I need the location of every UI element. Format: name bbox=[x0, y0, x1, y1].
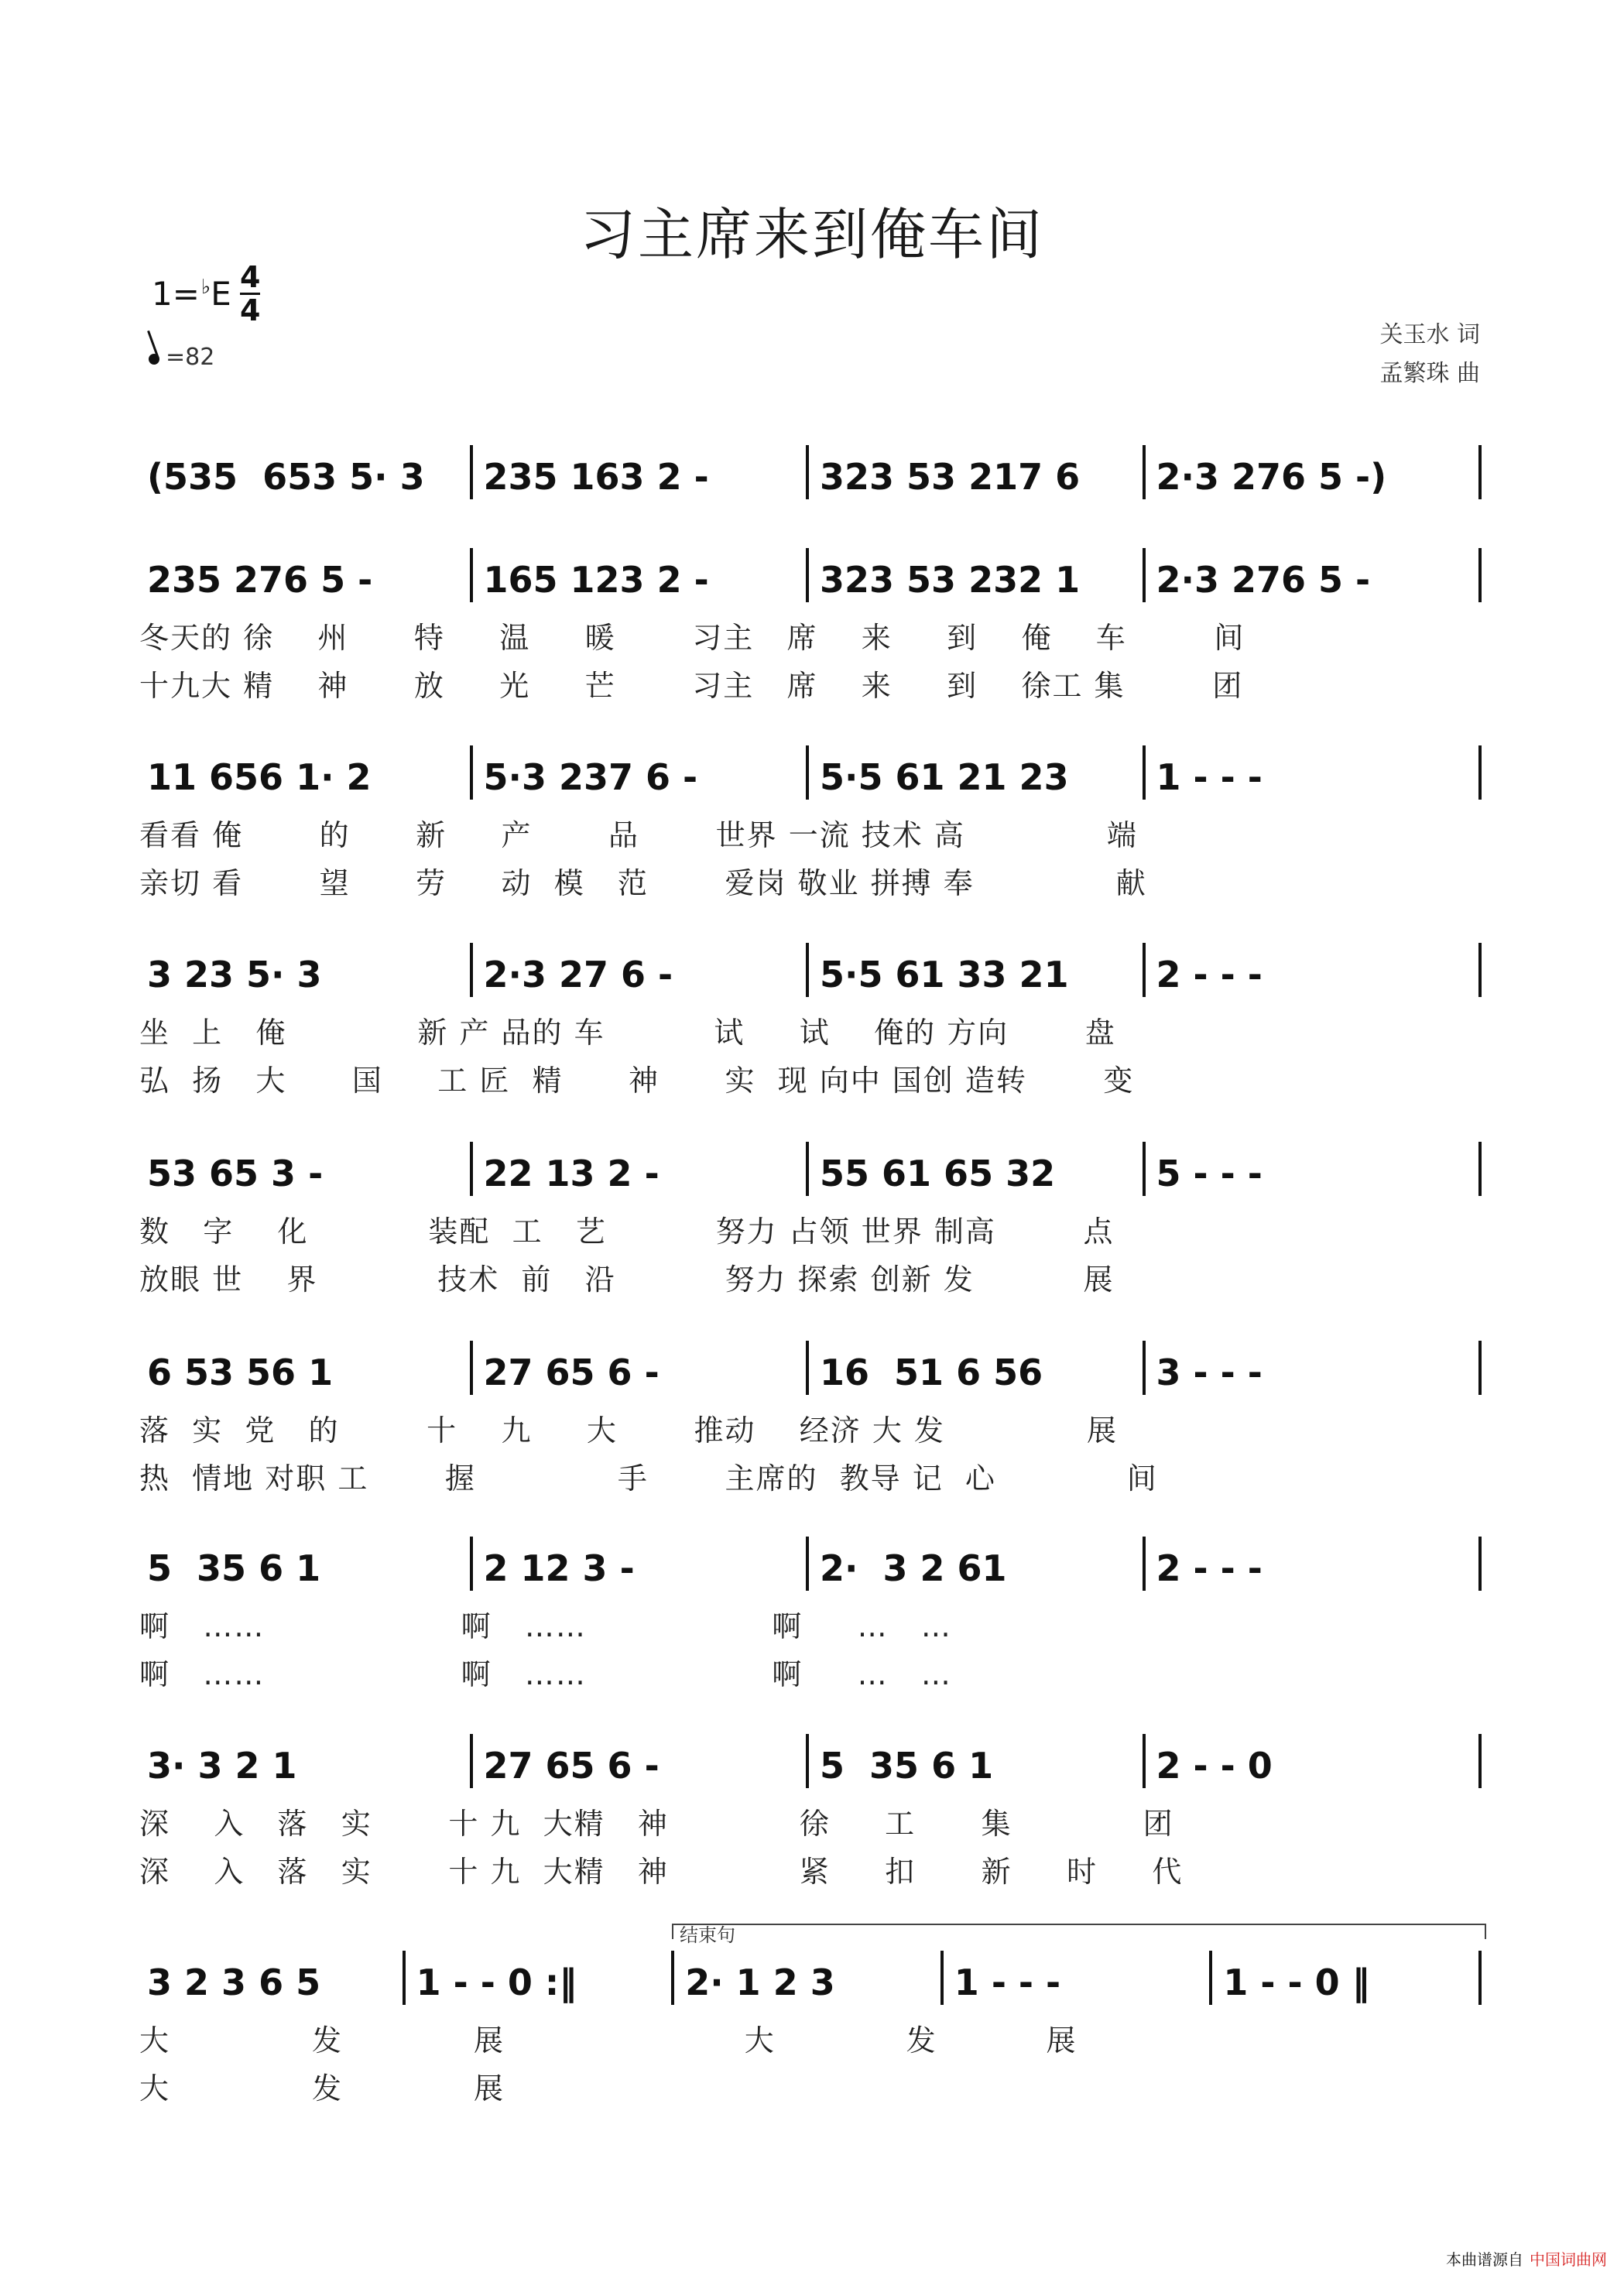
measure: 3 23 5· 3 bbox=[147, 954, 322, 995]
measure: 2 - - - bbox=[1156, 954, 1263, 995]
lyric-line: 深 入 落 实 十 九 大精 神 紧 扣 新 时 代 bbox=[139, 1855, 1184, 1889]
lyric-line: 大 发 展 大 发 展 bbox=[139, 2023, 1078, 2058]
barline bbox=[470, 445, 473, 499]
barline bbox=[806, 548, 809, 602]
notes-line bbox=[139, 1742, 1485, 1790]
measure: 2·3 276 5 -) bbox=[1156, 456, 1387, 498]
ending-bracket bbox=[672, 1924, 1486, 1939]
lyric-line: 数 字 化 装配 工 艺 努力 占领 世界 制高 点 bbox=[139, 1215, 1115, 1249]
measure: 5 - - - bbox=[1156, 1153, 1263, 1194]
measure: 2 - - - bbox=[1156, 1547, 1263, 1589]
measure: 2·3 276 5 - bbox=[1156, 559, 1371, 601]
lyric-line: 热 情地 对职 工 握 手 主席的 教导 记 心 间 bbox=[139, 1461, 1158, 1496]
barline bbox=[806, 745, 809, 800]
measure: 1 - - 0 ‖ bbox=[1223, 1962, 1370, 2003]
measure: 27 65 6 - bbox=[483, 1745, 660, 1787]
barline bbox=[806, 1341, 809, 1395]
notes-line bbox=[139, 1544, 1485, 1592]
lyric-line: 看看 俺 的 新 产 品 世界 一流 技术 高 端 bbox=[139, 818, 1138, 852]
barline bbox=[1478, 1734, 1482, 1788]
measure: 5·5 61 33 21 bbox=[820, 954, 1069, 995]
measure: 27 65 6 - bbox=[483, 1352, 660, 1393]
side-watermark-right bbox=[1612, 0, 1622, 2282]
measure: 2·3 27 6 - bbox=[483, 954, 673, 995]
measure: 2· 1 2 3 bbox=[685, 1962, 835, 2003]
flat-sign: ♭ bbox=[200, 276, 211, 299]
notes-line bbox=[139, 453, 1485, 501]
measure: 6 53 56 1 bbox=[147, 1352, 334, 1393]
ending-label: 结束句 bbox=[680, 1924, 735, 1946]
barline bbox=[1143, 1341, 1146, 1395]
tempo-value: =82 bbox=[166, 344, 215, 371]
lyric-line: 亲切 看 望 劳 动 模 范 爱岗 敬业 拼搏 奉 献 bbox=[139, 866, 1147, 900]
barline bbox=[1143, 1142, 1146, 1196]
tempo-marking bbox=[149, 344, 214, 371]
measure: 1 - - 0 :‖ bbox=[416, 1962, 577, 2003]
measure: 323 53 232 1 bbox=[820, 559, 1081, 601]
barline bbox=[470, 1142, 473, 1196]
measure: 1 - - - bbox=[954, 1962, 1061, 2003]
barline bbox=[1143, 445, 1146, 499]
barline bbox=[940, 1951, 944, 2005]
measure: 3 - - - bbox=[1156, 1352, 1263, 1393]
barline bbox=[403, 1951, 406, 2005]
barline bbox=[1478, 1142, 1482, 1196]
barline bbox=[1478, 1537, 1482, 1591]
barline bbox=[1143, 745, 1146, 800]
measure: 323 53 217 6 bbox=[820, 456, 1081, 498]
measure: 2· 3 2 61 bbox=[820, 1547, 1007, 1589]
notes-line bbox=[139, 1958, 1485, 2006]
notes-line bbox=[139, 556, 1485, 604]
measure: 165 123 2 - bbox=[483, 559, 709, 601]
measure: 3· 3 2 1 bbox=[147, 1745, 297, 1787]
lyric-line: 落 实 党 的 十 九 大 推动 经济 大 发 展 bbox=[139, 1413, 1118, 1448]
barline bbox=[806, 943, 809, 997]
barline bbox=[1209, 1951, 1212, 2005]
key-letter: E bbox=[211, 275, 231, 313]
barline bbox=[1143, 1734, 1146, 1788]
footer-brand: 中国词曲网 bbox=[1530, 2250, 1607, 2269]
barline bbox=[470, 943, 473, 997]
footer-source: 本曲谱源自 bbox=[1446, 2250, 1523, 2269]
barline bbox=[470, 548, 473, 602]
measure: 1 - - - bbox=[1156, 756, 1263, 798]
lyric-line: 放眼 世 界 技术 前 沿 努力 探索 创新 发 展 bbox=[139, 1263, 1115, 1297]
barline bbox=[1478, 1341, 1482, 1395]
time-signature bbox=[240, 262, 260, 326]
quarter-note-icon bbox=[147, 352, 161, 366]
lyric-line: 弘 扬 大 国 工 匠 精 神 实 现 向中 国创 造转 变 bbox=[139, 1064, 1135, 1098]
notes-line bbox=[139, 951, 1485, 999]
footer-credit bbox=[1446, 2247, 1607, 2270]
barline bbox=[1478, 745, 1482, 800]
barline bbox=[1478, 548, 1482, 602]
barline bbox=[806, 445, 809, 499]
measure: 2 - - 0 bbox=[1156, 1745, 1273, 1787]
key-signature bbox=[152, 275, 231, 313]
measure: 5 35 6 1 bbox=[820, 1745, 994, 1787]
notes-line bbox=[139, 1150, 1485, 1198]
lyric-line: 十九大 精 神 放 光 芒 习主 席 来 到 徐工 集 团 bbox=[139, 669, 1244, 703]
measure: 11 656 1· 2 bbox=[147, 756, 372, 798]
lyric-line: 大 发 展 bbox=[139, 2071, 505, 2106]
measure: 53 65 3 - bbox=[147, 1153, 324, 1194]
notes-line bbox=[139, 1348, 1485, 1396]
time-top: 4 bbox=[240, 260, 261, 294]
measure: 235 276 5 - bbox=[147, 559, 373, 601]
barline bbox=[470, 1734, 473, 1788]
barline bbox=[671, 1951, 674, 2005]
barline bbox=[806, 1142, 809, 1196]
credits bbox=[1379, 316, 1480, 393]
lyric-line: 啊 …… 啊 …… 啊 … … bbox=[139, 1657, 952, 1691]
barline bbox=[1143, 1537, 1146, 1591]
measure: (535 653 5· 3 bbox=[147, 456, 425, 498]
barline bbox=[1143, 943, 1146, 997]
measure: 5·3 237 6 - bbox=[483, 756, 698, 798]
barline bbox=[1478, 943, 1482, 997]
lyric-line: 深 入 落 实 十 九 大精 神 徐 工 集 团 bbox=[139, 1807, 1174, 1841]
song-title: 习主席来到俺车间 bbox=[579, 202, 1044, 267]
barline bbox=[806, 1734, 809, 1788]
key-prefix: 1= bbox=[152, 275, 200, 313]
lyricist-credit: 关玉水 词 bbox=[1379, 321, 1480, 348]
barline bbox=[1143, 548, 1146, 602]
measure: 55 61 65 32 bbox=[820, 1153, 1056, 1194]
barline bbox=[1478, 445, 1482, 499]
measure: 235 163 2 - bbox=[483, 456, 709, 498]
measure: 16 51 6 56 bbox=[820, 1352, 1043, 1393]
barline bbox=[470, 1341, 473, 1395]
measure: 2 12 3 - bbox=[483, 1547, 635, 1589]
time-bottom: 4 bbox=[240, 293, 261, 327]
barline bbox=[806, 1537, 809, 1591]
composer-credit: 孟繁珠 曲 bbox=[1379, 360, 1480, 387]
notes-line bbox=[139, 753, 1485, 801]
measure: 5·5 61 21 23 bbox=[820, 756, 1069, 798]
barline bbox=[470, 1537, 473, 1591]
lyric-line: 坐 上 俺 新 产 品的 车 试 试 俺的 方向 盘 bbox=[139, 1016, 1116, 1050]
barline bbox=[1478, 1951, 1482, 2005]
lyric-line: 冬天的 徐 州 特 温 暖 习主 席 来 到 俺 车 间 bbox=[139, 621, 1245, 655]
barline bbox=[470, 745, 473, 800]
measure: 22 13 2 - bbox=[483, 1153, 660, 1194]
lyric-line: 啊 …… 啊 …… 啊 … … bbox=[139, 1609, 952, 1643]
measure: 3 2 3 6 5 bbox=[147, 1962, 321, 2003]
measure: 5 35 6 1 bbox=[147, 1547, 321, 1589]
side-watermark-left bbox=[2, 0, 12, 2282]
